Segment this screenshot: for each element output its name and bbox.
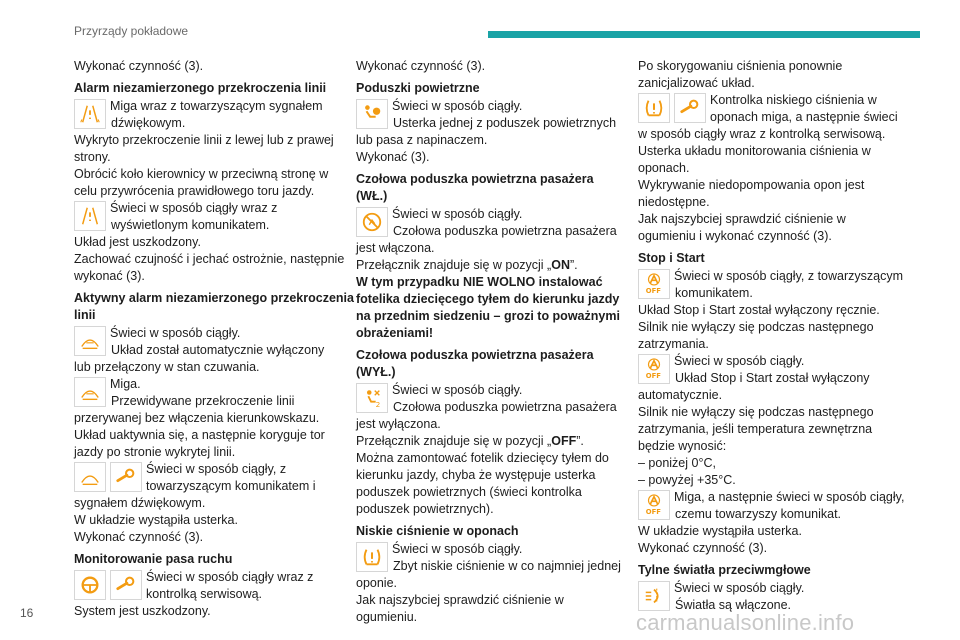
list-item: – poniżej 0°C, [638, 456, 716, 470]
header-accent-bar [488, 31, 920, 38]
paragraph: Silnik nie wyłączy się podczas następnego zatrzymania. [638, 320, 874, 351]
page-number: 16 [20, 606, 34, 620]
icon-text: Świeci w sposób ciągły. [110, 326, 241, 340]
lane-alert-warning-icon [74, 99, 106, 129]
icon-text: dźwiękowym. [111, 116, 186, 130]
icon-text: kontrolką serwisową. [146, 587, 263, 601]
svg-text:OFF: OFF [645, 508, 661, 516]
paragraph: Wykonać czynność (3). [356, 59, 486, 73]
paragraph: Usterka układu monitorowania ciśnienia w oponach. [638, 144, 871, 175]
icon-text: Kontrolka niskiego ciśnienia w [710, 93, 877, 107]
lane-alert-warning-icon [74, 201, 106, 231]
page-header-title: Przyrządy pokładowe [74, 24, 189, 38]
stop-start-off-icon [638, 269, 670, 299]
paragraph: w sposób ciągły wraz z kontrolką serwisową. [638, 127, 886, 141]
icon-text: Czołowa poduszka powietrzna pasażera [393, 400, 617, 414]
section-heading: Niskie ciśnienie w oponach [356, 524, 519, 538]
text: Przełącznik znajduje się w pozycji „ [356, 434, 552, 448]
icon-text: towarzyszącym komunikatem i [146, 479, 316, 493]
icon-text: Światła są włączone. [675, 598, 792, 612]
paragraph: Po skorygowaniu ciśnienia ponownie zanicjalizować układ. [638, 59, 843, 90]
wrench-icon [110, 462, 142, 492]
paragraph: automatycznie. [638, 388, 723, 402]
section-heading: Czołowa poduszka powietrzna pasażera (WŁ.) [356, 172, 594, 203]
paragraph: System jest uszkodzony. [74, 604, 211, 618]
icon-text: Świeci w sposób ciągły wraz z [146, 570, 314, 584]
list-item: – powyżej +35°C. [638, 473, 736, 487]
icon-text: wyświetlonym komunikatem. [111, 218, 270, 232]
text: ”. [569, 258, 578, 272]
section-heading: Stop i Start [638, 251, 705, 265]
icon-text: Przewidywane przekroczenie linii [111, 394, 295, 408]
paragraph: Wykonać czynność (3). [74, 59, 204, 73]
rear-fog-icon [638, 581, 670, 611]
icon-text: Usterka jednej z poduszek powietrznych [393, 116, 617, 130]
section-heading: Alarm niezamierzonego przekroczenia linii [74, 81, 327, 95]
paragraph: sygnałem dźwiękowym. [74, 496, 206, 510]
paragraph: Można zamontować fotelik dziecięcy tyłem do kierunku jazdy, chyba że występuje usterka poduszek powietrznych (świeci kontrolka poduszek powietrznych). [356, 451, 609, 516]
paragraph: Wykonać czynność (3). [638, 541, 768, 555]
paragraph: lub przełączony w stan czuwania. [74, 360, 260, 374]
paragraph: Silnik nie wyłączy się podczas następnego zatrzymania, jeśli temperatura zewnętrzna będzie wynosić: [638, 405, 874, 453]
column-3 [638, 58, 906, 614]
svg-text:OFF: OFF [645, 372, 661, 380]
paragraph: Wykrywanie niedopompowania opon jest niedostępne. [638, 178, 865, 209]
paragraph: jest wyłączona. [356, 417, 441, 431]
icon-text: Świeci w sposób ciągły. [674, 354, 805, 368]
paragraph: Układ uaktywnia się, a następnie koryguje tor jazdy po stronie wykrytej linii. [74, 428, 325, 459]
paragraph [356, 433, 624, 450]
section-heading: Czołowa poduszka powietrzna pasażera (WYŁ.) [356, 348, 594, 379]
icon-text: Świeci w sposób ciągły. [392, 383, 523, 397]
icon-text: Świeci w sposób ciągły wraz z [110, 201, 278, 215]
section-heading: Poduszki powietrzne [356, 81, 480, 95]
icon-text: Układ został automatycznie wyłączony [111, 343, 325, 357]
airbag-on-icon [356, 207, 388, 237]
paragraph: Wykonać (3). [356, 150, 430, 164]
icon-text: Świeci w sposób ciągły. [674, 581, 805, 595]
paragraph: W układzie wystąpiła usterka. [638, 524, 802, 538]
stop-start-off-icon [638, 490, 670, 520]
icon-text: czemu towarzyszy komunikat. [675, 507, 842, 521]
watermark: carmanualsonline.info [636, 610, 855, 635]
section-heading: Monitorowanie pasa ruchu [74, 552, 233, 566]
paragraph: przerywanej bez włączenia kierunkowskazu. [74, 411, 320, 425]
section-heading: Tylne światła przeciwmgłowe [638, 563, 811, 577]
switch-position: OFF [551, 434, 577, 448]
paragraph: oponie. [356, 576, 398, 590]
paragraph: Układ Stop i Start został wyłączony ręcznie. [638, 303, 880, 317]
text: ”. [576, 434, 584, 448]
tyre-pressure-icon [638, 93, 670, 123]
paragraph: lub pasa z napinaczem. [356, 133, 488, 147]
paragraph: jest włączona. [356, 241, 435, 255]
icon-text: Miga. [110, 377, 141, 391]
paragraph: Jak najszybciej sprawdzić ciśnienie w ogumieniu. [356, 593, 564, 624]
icon-text: komunikatem. [675, 286, 753, 300]
paragraph: Jak najszybciej sprawdzić ciśnienie w ogumieniu i wykonać czynność (3). [638, 212, 846, 243]
lane-departure-icon [74, 377, 106, 407]
icon-text: Czołowa poduszka powietrzna pasażera [393, 224, 617, 238]
tyre-pressure-icon [356, 542, 388, 572]
paragraph [356, 257, 624, 274]
switch-position: ON [551, 258, 570, 272]
icon-text: Świeci w sposób ciągły, z [146, 462, 287, 476]
section-heading: Aktywny alarm niezamierzonego przekroczenia linii [74, 291, 354, 322]
paragraph: W układzie wystąpiła usterka. [74, 513, 238, 527]
icon-text: Świeci w sposób ciągły. [392, 542, 523, 556]
warning-paragraph: W tym przypadku NIE WOLNO instalować fotelika dziecięcego tyłem do kierunku jazdy na przednim siedzeniu – grozi to poważnymi obrażeniami! [356, 275, 620, 340]
column-1 [74, 58, 354, 620]
paragraph: Wykonać czynność (3). [74, 530, 204, 544]
column-2 [356, 58, 624, 626]
icon-text: Zbyt niskie ciśnienie w co najmniej jednej [393, 559, 621, 573]
lane-departure-icon [74, 462, 106, 492]
icon-text: Świeci w sposób ciągły, z towarzyszącym [674, 269, 904, 283]
paragraph: Obrócić koło kierownicy w przeciwną stronę w celu przywrócenia prawidłowego toru jazdy. [74, 167, 329, 198]
steering-wheel-icon [74, 570, 106, 600]
paragraph: Układ jest uszkodzony. [74, 235, 201, 249]
icon-text: Układ Stop i Start został wyłączony [675, 371, 870, 385]
paragraph: Wykryto przekroczenie linii z lewej lub z prawej strony. [74, 133, 334, 164]
icon-text: Miga wraz z towarzyszącym sygnałem [110, 99, 323, 113]
wrench-icon [674, 93, 706, 123]
icon-text: oponach miga, a następnie świeci [710, 110, 898, 124]
svg-text:OFF: OFF [645, 287, 661, 295]
airbag-off-icon [356, 383, 388, 413]
stop-start-off-icon [638, 354, 670, 384]
svg-text:2: 2 [375, 400, 381, 409]
wrench-icon [110, 570, 142, 600]
airbag-icon [356, 99, 388, 129]
icon-text: Świeci w sposób ciągły. [392, 207, 523, 221]
paragraph: Zachować czujność i jechać ostrożnie, następnie wykonać (3). [74, 252, 345, 283]
icon-text: Świeci w sposób ciągły. [392, 99, 523, 113]
lane-departure-icon [74, 326, 106, 356]
icon-text: Miga, a następnie świeci w sposób ciągły, [674, 490, 905, 504]
text: Przełącznik znajduje się w pozycji „ [356, 258, 552, 272]
